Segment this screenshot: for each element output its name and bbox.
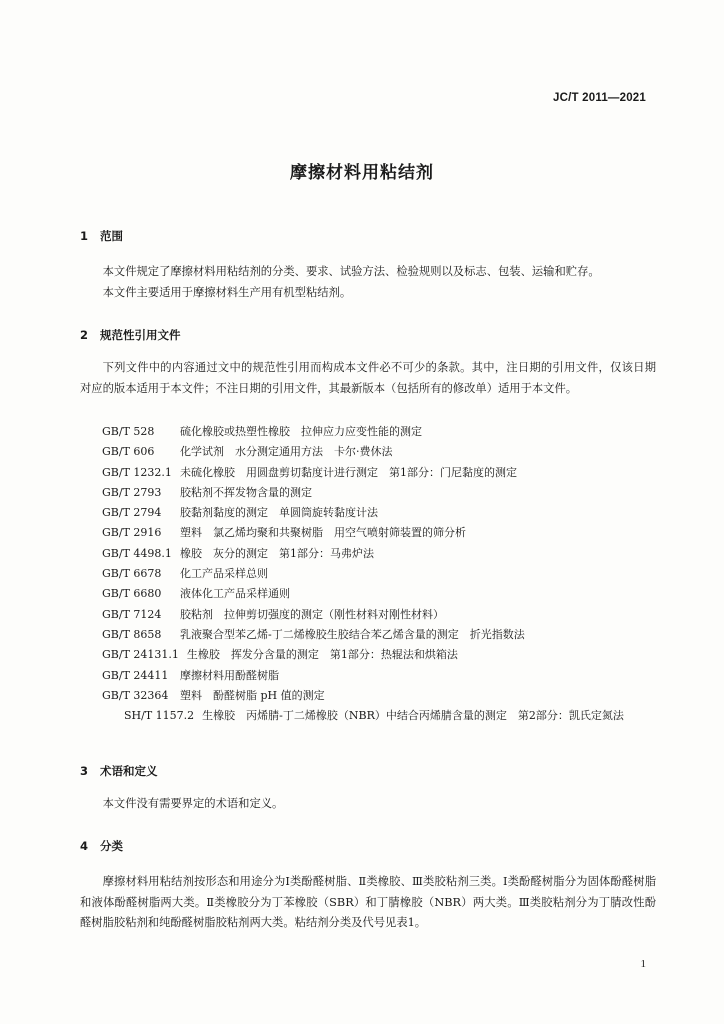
section-3-heading bbox=[80, 763, 158, 779]
section-title: 分类 bbox=[100, 839, 123, 853]
reference-title: 橡胶 灰分的测定 第1部分：马弗炉法 bbox=[180, 546, 374, 560]
section-title: 术语和定义 bbox=[100, 764, 158, 778]
section-number: 1 bbox=[80, 229, 89, 243]
reference-code: GB/T 2916 bbox=[102, 526, 162, 540]
reference-code: GB/T 2793 bbox=[102, 485, 162, 499]
section-3-paragraph: 本文件没有需要界定的术语和定义。 bbox=[102, 797, 284, 810]
reference-title: 塑料 氯乙烯均聚和共聚树脂 用空气喷射筛装置的筛分析 bbox=[180, 526, 466, 540]
reference-title: 生橡胶 丙烯腈-丁二烯橡胶（NBR）中结合丙烯腈含量的测定 第2部分：凯氏定氮法 bbox=[202, 709, 624, 723]
reference-title: 生橡胶 挥发分含量的测定 第1部分：热辊法和烘箱法 bbox=[186, 648, 458, 662]
normative-references-list bbox=[102, 422, 662, 726]
document-title: 摩擦材料用粘结剂 bbox=[290, 163, 434, 183]
reference-code: GB/T 1232.1 bbox=[102, 465, 172, 479]
reference-code: GB/T 2794 bbox=[102, 506, 162, 520]
section-2-heading bbox=[80, 327, 181, 343]
reference-code: GB/T 32364 bbox=[102, 688, 169, 702]
reference-title: 胶粘剂 拉伸剪切强度的测定（刚性材料对刚性材料） bbox=[180, 607, 444, 621]
reference-code: GB/T 24131.1 bbox=[102, 648, 179, 662]
reference-item bbox=[102, 686, 662, 706]
reference-code: GB/T 6678 bbox=[102, 567, 162, 581]
reference-item bbox=[102, 584, 662, 604]
reference-item bbox=[102, 544, 662, 564]
reference-title: 摩擦材料用酚醛树脂 bbox=[180, 668, 279, 682]
reference-item bbox=[102, 645, 662, 665]
reference-item bbox=[102, 422, 662, 442]
reference-title: 硫化橡胶或热塑性橡胶 拉伸应力应变性能的测定 bbox=[180, 425, 422, 438]
section-1-heading bbox=[80, 228, 123, 244]
reference-code: GB/T 4498.1 bbox=[102, 546, 172, 560]
section-4-paragraph: 摩擦材料用粘结剂按形态和用途分为Ⅰ类酚醛树脂、Ⅱ类橡胶、Ⅲ类胶粘剂三类。Ⅰ类酚醛树脂分为固体酚醛树脂和液体酚醛树脂两大类。Ⅱ类橡胶分为丁苯橡胶（SBR）和丁腈橡胶（NBR）两大类。Ⅲ类胶粘剂分为丁腈改性酚醛树脂胶粘剂和纯酚醛树脂胶粘剂两大类。粘结剂分类及代号见表1。 bbox=[80, 875, 656, 929]
reference-code: GB/T 528 bbox=[102, 425, 155, 438]
reference-code: GB/T 6680 bbox=[102, 587, 162, 601]
reference-item bbox=[102, 463, 662, 483]
reference-code: SH/T 1157.2 bbox=[124, 709, 195, 723]
reference-item bbox=[102, 564, 662, 584]
page-number: 1 bbox=[640, 958, 646, 970]
reference-title: 化工产品采样总则 bbox=[180, 567, 268, 581]
reference-code: GB/T 24411 bbox=[102, 668, 169, 682]
section-title: 范围 bbox=[100, 229, 123, 243]
section-title: 规范性引用文件 bbox=[100, 328, 181, 342]
section-2-intro: 下列文件中的内容通过文中的规范性引用而构成本文件必不可少的条款。其中，注日期的引用文件，仅该日期对应的版本适用于本文件；不注日期的引用文件，其最新版本（包括所有的修改单）适用于本文件。 bbox=[80, 361, 656, 395]
reference-title: 化学试剂 水分测定通用方法 卡尔·费休法 bbox=[180, 445, 393, 459]
reference-title: 乳液聚合型苯乙烯-丁二烯橡胶生胶结合苯乙烯含量的测定 折光指数法 bbox=[180, 627, 525, 641]
standard-code: JC/T 2011—2021 bbox=[553, 92, 646, 104]
reference-item bbox=[102, 625, 662, 645]
reference-title: 胶粘剂不挥发物含量的测定 bbox=[180, 485, 312, 499]
reference-title: 塑料 酚醛树脂 pH 值的测定 bbox=[180, 688, 325, 702]
reference-item bbox=[102, 605, 662, 625]
section-number: 4 bbox=[80, 839, 89, 853]
section-1-paragraph-1: 本文件规定了摩擦材料用粘结剂的分类、要求、试验方法、检验规则以及标志、包装、运输和贮存。 bbox=[102, 265, 600, 278]
reference-item bbox=[102, 483, 662, 503]
reference-code: GB/T 8658 bbox=[102, 627, 162, 641]
section-number: 2 bbox=[80, 328, 89, 342]
reference-item bbox=[102, 503, 662, 523]
reference-title: 液体化工产品采样通则 bbox=[180, 587, 290, 601]
reference-item bbox=[102, 442, 662, 462]
section-number: 3 bbox=[80, 764, 89, 778]
reference-item bbox=[102, 666, 662, 686]
reference-code: GB/T 7124 bbox=[102, 607, 162, 621]
reference-item bbox=[80, 706, 660, 726]
section-1-paragraph-2: 本文件主要适用于摩擦材料生产用有机型粘结剂。 bbox=[102, 286, 352, 299]
reference-title: 胶黏剂黏度的测定 单圆筒旋转黏度计法 bbox=[180, 506, 378, 520]
reference-title: 未硫化橡胶 用圆盘剪切黏度计进行测定 第1部分：门尼黏度的测定 bbox=[180, 465, 517, 479]
section-4-heading bbox=[80, 838, 123, 854]
reference-item bbox=[102, 523, 662, 543]
reference-code: GB/T 606 bbox=[102, 445, 155, 459]
